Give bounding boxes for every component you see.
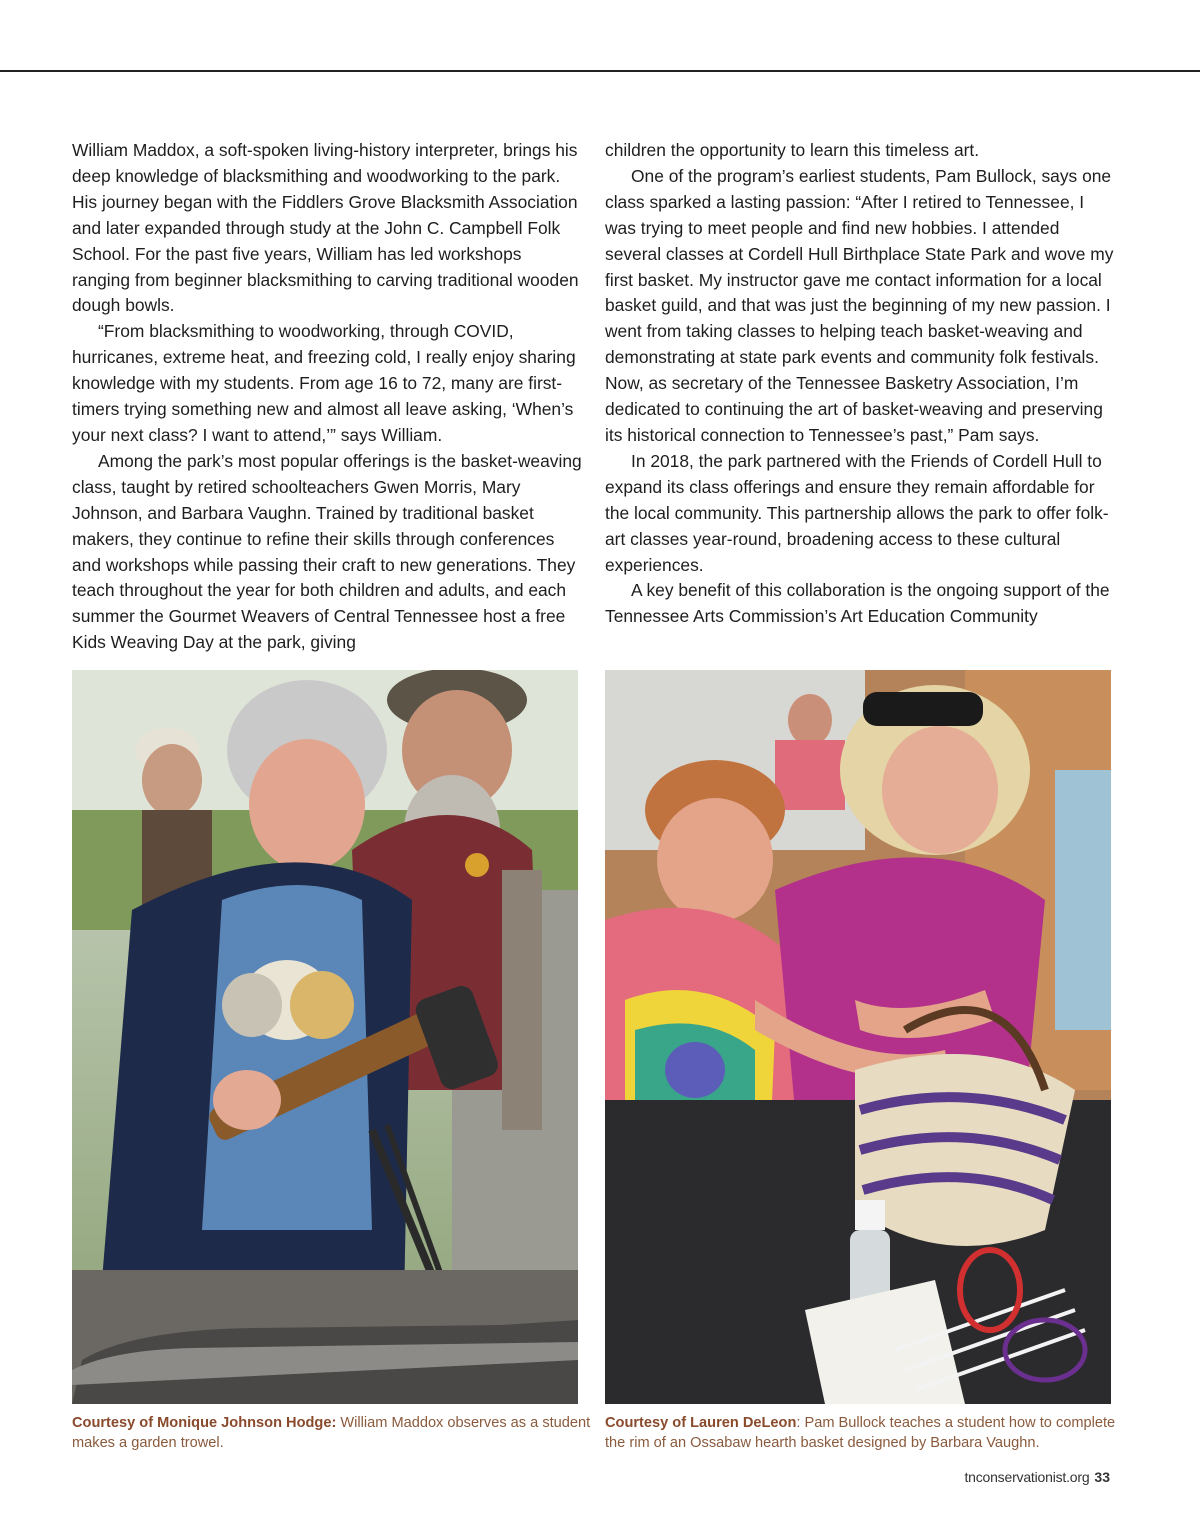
- paragraph-3: Among the park’s most popular offerings is the basket-weaving class, taught by retired schoolteachers Gwen Morris, Mary Johnson, and Barbara Vaughn. Trained by traditional basket makers, they continue to refine their skills through conferences and workshops while passing their craft to new generations. They teach throughout the year for both children and adults, and each summer the Gourmet Weavers of Central Tennessee host a free Kids Weaving Day at the park, giving: [72, 450, 582, 653]
- photo-credit: Courtesy of Lauren DeLeon: [605, 1415, 797, 1431]
- footer-website: tnconservationist.org: [964, 1469, 1090, 1485]
- caption-text: William Maddox observes as a student makes a garden trowel.: [72, 1415, 591, 1451]
- left-photo-caption: [72, 1414, 592, 1453]
- paragraph-1: William Maddox, a soft-spoken living-history interpreter, brings his deep knowledge of blacksmithing and woodworking to the park. His journey began with the Fiddlers Grove Blacksmith Association and later expanded through study at the John C. Campbell Folk School. For the past five years, William has led workshops ranging from beginner blacksmithing to carving traditional wooden dough bowls.: [72, 140, 579, 316]
- paragraph-7: A key benefit of this collaboration is the ongoing support of the Tennessee Arts Commission’s Art Education Community: [605, 580, 1110, 627]
- photo-credit: Courtesy of Monique Johnson Hodge:: [72, 1415, 337, 1431]
- right-photo-caption: [605, 1414, 1125, 1453]
- blacksmithing-photo: [72, 670, 578, 1404]
- paragraph-6: In 2018, the park partnered with the Friends of Cordell Hull to expand its class offerings and ensure they remain affordable for the local community. This partnership allows the park to offer folk-art classes year-round, broadening access to these cultural experiences.: [605, 450, 1109, 575]
- right-text-column: [605, 138, 1115, 630]
- paragraph-2: “From blacksmithing to woodworking, through COVID, hurricanes, extreme heat, and freezing cold, I really enjoy sharing knowledge with my students. From age 16 to 72, many are first-timers trying something new and almost all leave asking, ‘When’s your next class? I want to attend,’” says William.: [72, 321, 576, 445]
- basket-weaving-photo: [605, 670, 1111, 1404]
- paragraph-4: children the opportunity to learn this timeless art.: [605, 140, 980, 160]
- page-number: 33: [1094, 1469, 1110, 1485]
- top-rule: [0, 70, 1200, 72]
- left-text-column: [72, 138, 582, 656]
- caption-text: : Pam Bullock teaches a student how to complete the rim of an Ossabaw hearth basket designed by Barbara Vaughn.: [605, 1415, 1116, 1451]
- page-footer: [964, 1469, 1110, 1485]
- paragraph-5: One of the program’s earliest students, Pam Bullock, says one class sparked a lasting passion: “After I retired to Tennessee, I was trying to meet people and find new hobbies. I attended several classes at Cordell Hull Birthplace State Park and wove my first basket. My instructor gave me contact information for a local basket guild, and that was just the beginning of my new passion. I went from taking classes to helping teach basket-weaving and demonstrating at state park events and community folk festivals. Now, as secretary of the Tennessee Basketry Association, I’m dedicated to continuing the art of basket-weaving and preserving its historical connection to Tennessee’s past,” Pam says.: [605, 165, 1114, 445]
